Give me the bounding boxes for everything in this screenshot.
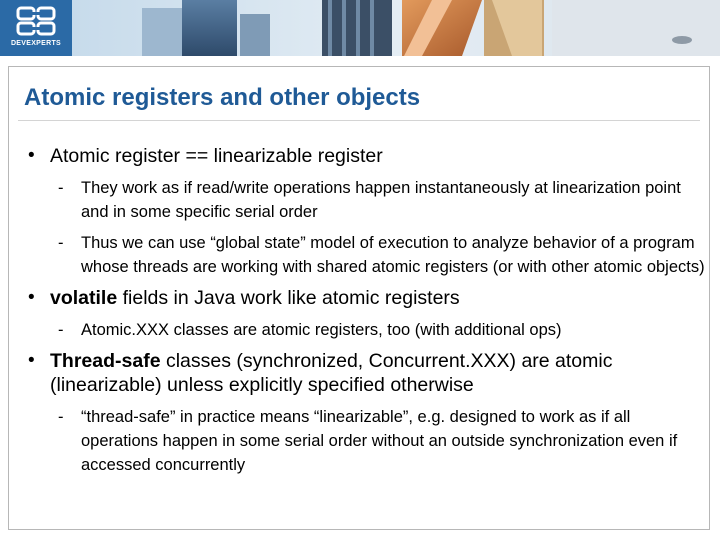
bullet-1 bbox=[24, 144, 708, 168]
slide-body bbox=[24, 144, 708, 484]
devexperts-logo-icon bbox=[16, 6, 56, 36]
sub-bullet-1-1 bbox=[24, 176, 708, 224]
bullet-3-text: classes (synchronized, Concurrent.XXX) are atomic (linearizable) unless explicitly specified otherwise bbox=[50, 350, 613, 396]
title-divider bbox=[18, 120, 700, 121]
dash-icon: - bbox=[58, 234, 64, 252]
sub-bullet-3-1-text: “thread-safe” in practice means “linearizable”, e.g. designed to work as if all operations happen in some serial order without an outside synchronization even if accessed concurrently bbox=[81, 408, 678, 474]
company-logo bbox=[0, 0, 72, 56]
slide-header-banner bbox=[0, 0, 720, 56]
sub-bullet-2-1-text: Atomic.XXX classes are atomic registers, too (with additional ops) bbox=[81, 321, 562, 339]
bullet-2 bbox=[24, 286, 708, 310]
sub-bullet-1-2-text: Thus we can use “global state” model of execution to analyze behavior of a program whose threads are working with shared atomic registers (or with other atomic objects) bbox=[81, 234, 705, 276]
bullet-dot-icon: • bbox=[28, 145, 35, 166]
sub-bullet-3-1 bbox=[24, 405, 708, 477]
bullet-dot-icon: • bbox=[28, 287, 35, 308]
bullet-3-keyword: Thread-safe bbox=[50, 350, 161, 372]
dash-icon: - bbox=[58, 408, 64, 426]
header-city-photo bbox=[72, 0, 720, 56]
bullet-1-text: Atomic register == linearizable register bbox=[50, 145, 383, 167]
bullet-3 bbox=[24, 349, 708, 397]
dash-icon: - bbox=[58, 179, 64, 197]
sub-bullet-1-1-text: They work as if read/write operations happen instantaneously at linearization point and in some specific serial order bbox=[81, 179, 681, 221]
bullet-2-text: fields in Java work like atomic registers bbox=[117, 287, 460, 309]
sub-bullet-1-2 bbox=[24, 231, 708, 279]
bullet-dot-icon: • bbox=[28, 350, 35, 371]
slide-title: Atomic registers and other objects bbox=[24, 84, 421, 111]
dash-icon: - bbox=[58, 321, 64, 339]
sub-bullet-2-1 bbox=[24, 318, 708, 342]
bullet-2-keyword: volatile bbox=[50, 287, 118, 309]
logo-wordmark: DEVEXPERTS bbox=[10, 40, 62, 47]
